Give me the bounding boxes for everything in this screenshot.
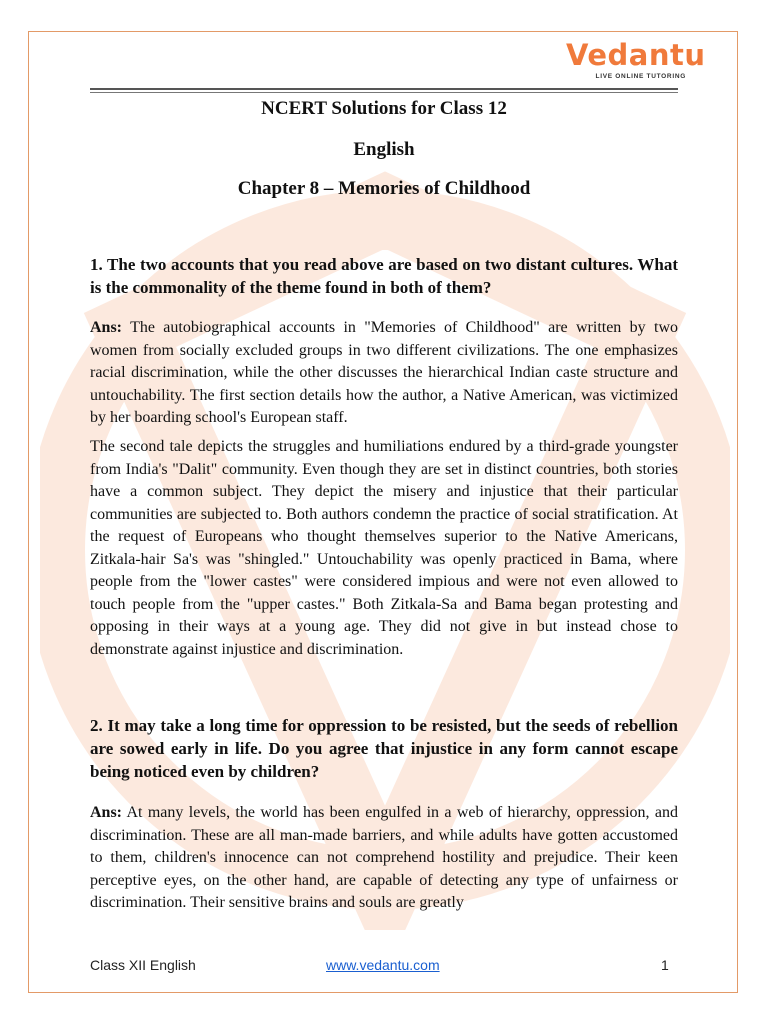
subject-title: English [353,139,415,160]
document-title: NCERT Solutions for Class 12 [261,98,507,119]
header-rule-thin [90,92,678,93]
answer-2-paragraph-1 [90,802,678,915]
footer-website-link[interactable]: www.vedantu.com [326,957,440,973]
header-rule [90,88,678,90]
logo-wordmark: Vedantu [566,38,706,72]
footer-class-label: Class XII English [90,957,196,973]
question-1: 1. The two accounts that you read above are based on two distant cultures. What is the commonality of the theme found in both of them? [90,255,678,297]
answer-label: Ans: [90,804,123,821]
answer-1-paragraph-2: The second tale depicts the struggles and humiliations endured by a third-grade youngster from India's "Dalit" community. Even though they are set in distinct countries, both stories have a common subject. They depict the misery and injustice that their particular communities are subjected to. Both authors condemn the practice of social stratification. At the request of Europeans who thought themselves superior to the Native Americans, Zitkala-hair Sa's was "shingled." Untouchability was openly practiced in Bama, where people from the "lower castes" were considered impious and were not even allowed to touch people from the "upper castes." Both Zitkala-Sa and Bama began protesting and opposing in their ways at a young age. They did not give in but instead chose to demonstrate against injustice and discrimination. [90,438,678,658]
logo-tagline: LIVE ONLINE TUTORING [595,73,686,80]
answer-text: The autobiographical accounts in "Memories of Childhood" are written by two women from socially excluded groups in two different civilizations. The one emphasizes racial discrimination, while the other discusses the hierarchical Indian caste structure and untouchability. The first section details how the author, a Native American, was victimized by her boarding school's European staff. [90,319,678,426]
page-number: 1 [661,957,669,973]
chapter-title: Chapter 8 – Memories of Childhood [237,178,531,199]
answer-label: Ans: [90,319,123,336]
question-2: 2. It may take a long time for oppression to be resisted, but the seeds of rebellion are sowed early in life. Do you agree that injustice in any form cannot escape being noticed even by children? [90,716,678,781]
vedantu-logo[interactable] [566,38,706,84]
answer-1-paragraph-1 [90,317,678,430]
answer-text: At many levels, the world has been engulfed in a web of hierarchy, oppression, and discrimination. These are all man-made barriers, and while adults have gotten accustomed to them, children's innocence can not comprehend hostility and prejudice. Their keen perceptive eyes, on the other hand, are capable of detecting any type of unfairness or discrimination. Their sensitive brains and souls are greatly [90,804,679,911]
